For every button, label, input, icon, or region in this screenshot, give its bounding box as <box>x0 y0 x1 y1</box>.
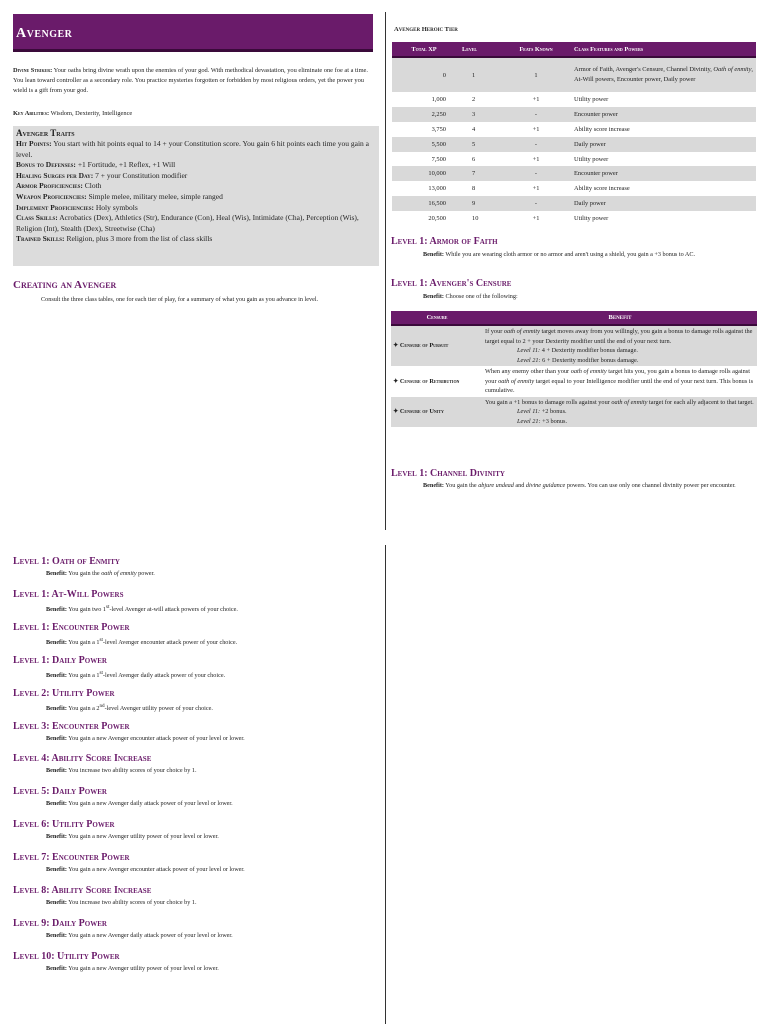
cell-level: 7 <box>456 166 500 181</box>
col-total-xp: Total XP <box>392 42 456 57</box>
cell-level: 5 <box>456 137 500 152</box>
heroic-table-title: Avenger Heroic Tier <box>394 26 458 33</box>
benefit-superscript: nd <box>99 702 105 709</box>
censure-name-text: Censure of Unity <box>399 408 444 415</box>
traits-box <box>13 126 379 266</box>
page-title: Avenger <box>16 26 73 41</box>
level-heading: Level 1: At-Will Powers <box>13 588 124 600</box>
censure-level-21 <box>485 356 755 366</box>
cell-level: 10 <box>456 211 500 226</box>
benefit-label: Benefit: <box>46 638 67 646</box>
level-heading: Level 7: Encounter Power <box>13 852 130 864</box>
benefit-superscript: st <box>106 603 110 610</box>
creating-heading: Creating an Avenger <box>13 279 117 291</box>
benefit-label: Benefit: <box>46 767 67 775</box>
censure-text: target for each ally adjacent to that target. <box>647 398 754 406</box>
benefit-text: Choose one of the following: <box>445 293 518 300</box>
benefit-italic: divine guidance <box>525 482 566 489</box>
table-row <box>392 137 756 152</box>
level-label: Level 11: <box>517 408 541 415</box>
cell-features: Daily power <box>572 196 756 211</box>
level-heading: Level 6: Utility Power <box>13 819 115 831</box>
benefit-text: -level Avenger at-will attack powers of your choice. <box>109 605 238 613</box>
intro-paragraph <box>13 66 379 96</box>
cell-feats: - <box>500 137 572 152</box>
censure-intro <box>391 292 757 302</box>
censure-name-text: Censure of Pursuit <box>399 342 449 350</box>
benefit-superscript: st <box>99 636 103 643</box>
level-benefit <box>46 899 197 907</box>
cell-level: 6 <box>456 152 500 167</box>
censure-level-11 <box>485 407 755 417</box>
level-benefit <box>46 603 238 614</box>
censure-name: ✦ Censure of Retribution <box>391 366 483 397</box>
cell-feats: +1 <box>500 92 572 107</box>
cell-level: 4 <box>456 122 500 137</box>
cell-features-text: , At-Will powers, Encounter power, Daily power <box>574 66 754 83</box>
trait-text: Cloth <box>84 181 102 191</box>
column-divider-top <box>385 12 386 530</box>
trait-text: Simple melee, military melee, simple ranged <box>88 191 223 201</box>
benefit-text: You gain a 1 <box>68 671 100 679</box>
heroic-tier-table <box>392 42 756 226</box>
cell-xp: 5,500 <box>392 137 456 152</box>
cell-feats: 1 <box>500 57 572 92</box>
intro-text: Your oaths bring divine wrath upon the enemies of your god. With methodical devastation, you eliminate one foe at a time. You lean toward controller as a secondary role. You practice mysteries forgotten or forbidden by most religious orders, yet the power you wield is a gift from your god. <box>13 67 368 94</box>
censure-italic: oath of enmity <box>503 328 540 335</box>
intro-label: Divine Striker: <box>13 67 53 74</box>
benefit-text: You gain a 1 <box>68 638 100 646</box>
benefit-label: Benefit: <box>46 931 67 939</box>
cell-features: Utility power <box>572 211 756 226</box>
trait-hit-points <box>16 139 376 160</box>
table-row <box>392 152 756 167</box>
level-label: Level 21: <box>517 356 541 364</box>
benefit-text: You gain the <box>68 570 102 577</box>
level-heading: Level 8: Ability Score Increase <box>13 885 152 896</box>
table-header-row <box>392 42 756 57</box>
cell-feats: - <box>500 107 572 122</box>
trait-label: Trained Skills: <box>16 234 65 244</box>
level-benefit <box>46 669 225 680</box>
cell-features: Daily power <box>572 137 756 152</box>
benefit-italic: abjure undead <box>478 482 514 489</box>
level-benefit <box>46 965 219 973</box>
level-heading: Level 5: Daily Power <box>13 786 107 798</box>
cell-features <box>572 57 756 92</box>
cell-feats: - <box>500 196 572 211</box>
benefit-label: Benefit: <box>423 251 444 258</box>
benefit-text: -level Avenger encounter attack power of your choice. <box>102 638 238 646</box>
trait-text: Acrobatics (Dex), Athletics (Str), Endurance (Con), Heal (Wis), Intimidate (Cha), Perception (Wis), Religion (Int), Stealth (Dex), Streetwise (Cha) <box>16 213 359 233</box>
table-row <box>392 166 756 181</box>
level-benefit <box>46 800 233 808</box>
key-abilities-label: Key Abilities: <box>13 110 50 117</box>
censure-text: target moves away from you willingly, you gain a bonus to damage rolls against the target equal to 2 + your Dexterity modifier until the end of your next turn. <box>485 328 753 345</box>
table-header-row <box>391 311 757 325</box>
level-heading: Level 10: Utility Power <box>13 950 120 962</box>
col-benefit: Benefit <box>483 311 757 325</box>
benefit-text: You gain the <box>445 482 479 489</box>
benefit-text: You gain a new Avenger daily attack power of your level or lower. <box>68 931 233 939</box>
benefit-label: Benefit: <box>46 866 67 874</box>
censure-text: When any enemy other than your <box>485 368 571 375</box>
censure-table <box>391 311 757 427</box>
trait-label: Class Skills: <box>16 213 58 223</box>
cell-xp: 2,250 <box>392 107 456 122</box>
censure-text: If your <box>485 328 504 335</box>
benefit-text: You increase two ability scores of your choice by 1. <box>68 899 197 906</box>
column-divider-bottom <box>385 545 386 1024</box>
benefit-text: While you are wearing cloth armor or no armor and aren't using a shield, you gain a +3 bonus to AC. <box>445 251 696 258</box>
trait-label: Implement Proficiencies: <box>16 202 94 212</box>
benefit-label: Benefit: <box>46 964 67 972</box>
table-row <box>392 211 756 226</box>
table-row <box>392 107 756 122</box>
cell-level: 8 <box>456 181 500 196</box>
level-benefit <box>46 570 155 578</box>
trait-label: Healing Surges per Day: <box>16 170 94 180</box>
channel-divinity-text <box>391 481 757 491</box>
trait-label: Bonus to Defenses: <box>16 160 76 170</box>
channel-divinity-heading: Level 1: Channel Divinity <box>391 468 505 479</box>
level-text: 6 + Dexterity modifier bonus damage. <box>540 356 639 364</box>
censure-benefit <box>483 366 757 397</box>
trait-text: You start with hit points equal to 14 + your Constitution score. You gain 6 hit points each time you gain a level. <box>16 139 369 159</box>
benefit-label: Benefit: <box>46 734 67 742</box>
benefit-label: Benefit: <box>46 899 67 906</box>
cell-features: Encounter power <box>572 107 756 122</box>
col-class-features: Class Features and Powers <box>572 42 756 57</box>
trait-text: Religion, plus 3 more from the list of class skills <box>66 234 213 244</box>
armor-of-faith-heading: Level 1: Armor of Faith <box>391 236 498 247</box>
benefit-text: You gain a new Avenger utility power of your level or lower. <box>68 964 219 972</box>
key-abilities-text: Wisdom, Dexterity, Intelligence <box>50 110 133 117</box>
table-row <box>391 366 757 397</box>
censure-benefit <box>483 397 757 428</box>
benefit-text: -level Avenger daily attack power of your choice. <box>102 671 226 679</box>
trait-label: Hit Points: <box>16 139 52 148</box>
cell-xp: 13,000 <box>392 181 456 196</box>
level-benefit <box>46 932 233 940</box>
benefit-text: You gain a new Avenger encounter attack power of your level or lower. <box>68 866 245 874</box>
creating-text: Consult the three class tables, one for each tier of play, for a summary of what you gain as you advance in level. <box>41 296 319 303</box>
censure-benefit <box>483 325 757 366</box>
cell-xp: 0 <box>392 57 456 92</box>
level-benefit <box>46 636 237 647</box>
benefit-label: Benefit: <box>46 800 67 808</box>
censure-name-text: Censure of Retribution <box>399 377 460 385</box>
benefit-label: Benefit: <box>46 570 67 577</box>
cell-features-italic: Oath of enmity <box>713 66 752 74</box>
level-heading: Level 1: Oath of Enmity <box>13 556 120 567</box>
col-feats-known: Feats Known <box>500 42 572 57</box>
benefit-text: You gain a new Avenger daily attack power of your level or lower. <box>68 800 233 808</box>
censure-name: ✦ Censure of Unity <box>391 397 483 428</box>
cell-level: 1 <box>456 57 500 92</box>
cell-features: Utility power <box>572 92 756 107</box>
trait-defenses <box>16 160 376 171</box>
benefit-text: You gain two 1 <box>68 605 107 613</box>
key-abilities <box>13 109 379 119</box>
cell-xp: 16,500 <box>392 196 456 211</box>
censure-text: You gain a +1 bonus to damage rolls against your <box>485 398 612 406</box>
table-row <box>392 92 756 107</box>
cell-feats: - <box>500 166 572 181</box>
trait-trained-skills <box>16 234 376 245</box>
benefit-italic: oath of enmity <box>101 570 137 577</box>
page-title-bar <box>13 14 373 52</box>
censure-level-11 <box>485 346 755 356</box>
heroic-table-body <box>392 57 756 226</box>
benefit-label: Benefit: <box>423 293 444 300</box>
level-label: Level 21: <box>517 417 541 425</box>
censure-italic: oath of enmity <box>611 398 648 406</box>
level-benefit <box>46 702 213 713</box>
cell-feats: +1 <box>500 211 572 226</box>
level-heading: Level 1: Daily Power <box>13 654 107 666</box>
benefit-label: Benefit: <box>46 671 67 679</box>
table-row <box>392 57 756 92</box>
trait-class-skills <box>16 213 376 234</box>
benefit-text: and <box>513 482 526 489</box>
benefit-label: Benefit: <box>423 482 444 489</box>
benefit-label: Benefit: <box>46 833 67 841</box>
cell-feats: +1 <box>500 122 572 137</box>
trait-armor <box>16 181 376 192</box>
trait-label: Weapon Proficiencies: <box>16 191 87 201</box>
benefit-label: Benefit: <box>46 605 67 613</box>
benefit-text: powers. You can use only one channel divinity power per encounter. <box>565 482 736 489</box>
censure-italic: oath of enmity <box>570 368 607 375</box>
trait-text: +1 Fortitude, +1 Reflex, +1 Will <box>77 160 176 170</box>
level-heading: Level 1: Encounter Power <box>13 621 130 633</box>
benefit-label: Benefit: <box>46 704 67 712</box>
trait-weapons <box>16 192 376 203</box>
armor-of-faith-text <box>391 250 757 260</box>
level-benefit <box>46 735 245 743</box>
level-benefit <box>46 767 197 775</box>
level-heading: Level 4: Ability Score Increase <box>13 753 152 765</box>
cell-xp: 20,500 <box>392 211 456 226</box>
censure-level-21 <box>485 417 755 427</box>
col-censure: Censure <box>391 311 483 325</box>
table-row <box>392 122 756 137</box>
trait-label: Armor Proficiencies: <box>16 181 83 191</box>
table-row <box>391 325 757 366</box>
cell-features-text: Armor of Faith, Avenger's Censure, Channel Divinity, <box>574 66 714 74</box>
cell-xp: 7,500 <box>392 152 456 167</box>
level-text: 4 + Dexterity modifier bonus damage. <box>540 347 638 354</box>
cell-xp: 10,000 <box>392 166 456 181</box>
cell-level: 9 <box>456 196 500 211</box>
traits-title: Avenger Traits <box>16 128 75 138</box>
trait-text: Holy symbols <box>95 202 138 212</box>
level-label: Level 11: <box>517 347 541 354</box>
cell-features: Ability score increase <box>572 122 756 137</box>
level-text: +2 bonus. <box>540 408 567 415</box>
cell-level: 3 <box>456 107 500 122</box>
cell-xp: 3,750 <box>392 122 456 137</box>
cell-level: 2 <box>456 92 500 107</box>
level-benefit <box>46 866 245 874</box>
censure-text: target equal to your Intelligence modifier until the end of your next turn. This bonus is cumulative. <box>485 377 754 394</box>
col-level: Level <box>456 42 500 57</box>
level-text: +3 bonus. <box>540 417 568 425</box>
cell-features: Ability score increase <box>572 181 756 196</box>
trait-text: 7 + your Constitution modifier <box>95 170 188 180</box>
level-heading: Level 3: Encounter Power <box>13 720 130 732</box>
benefit-superscript: st <box>99 669 103 676</box>
benefit-text: You gain a new Avenger encounter attack power of your level or lower. <box>68 734 245 742</box>
cell-features: Utility power <box>572 152 756 167</box>
benefit-text: You increase two ability scores of your choice by 1. <box>68 767 197 775</box>
trait-implements <box>16 203 376 214</box>
table-row <box>391 397 757 428</box>
cell-xp: 1,000 <box>392 92 456 107</box>
cell-feats: +1 <box>500 152 572 167</box>
censure-italic: oath of enmity <box>498 377 535 385</box>
level-benefit <box>46 833 219 841</box>
trait-healing-surges <box>16 171 376 182</box>
benefit-text: power. <box>136 570 155 577</box>
censure-heading: Level 1: Avenger's Censure <box>391 278 512 289</box>
cell-features: Encounter power <box>572 166 756 181</box>
cell-feats: +1 <box>500 181 572 196</box>
benefit-text: You gain a new Avenger utility power of your level or lower. <box>68 833 219 841</box>
benefit-text: You gain a 2 <box>68 704 100 712</box>
level-heading: Level 9: Daily Power <box>13 917 107 929</box>
table-row <box>392 181 756 196</box>
censure-text: target hits you, you gain a bonus to damage rolls against your <box>485 368 751 385</box>
level-heading: Level 2: Utility Power <box>13 687 115 699</box>
benefit-text: -level Avenger utility power of your choice. <box>104 704 213 712</box>
censure-name: ✦ Censure of Pursuit <box>391 325 483 366</box>
table-row <box>392 196 756 211</box>
